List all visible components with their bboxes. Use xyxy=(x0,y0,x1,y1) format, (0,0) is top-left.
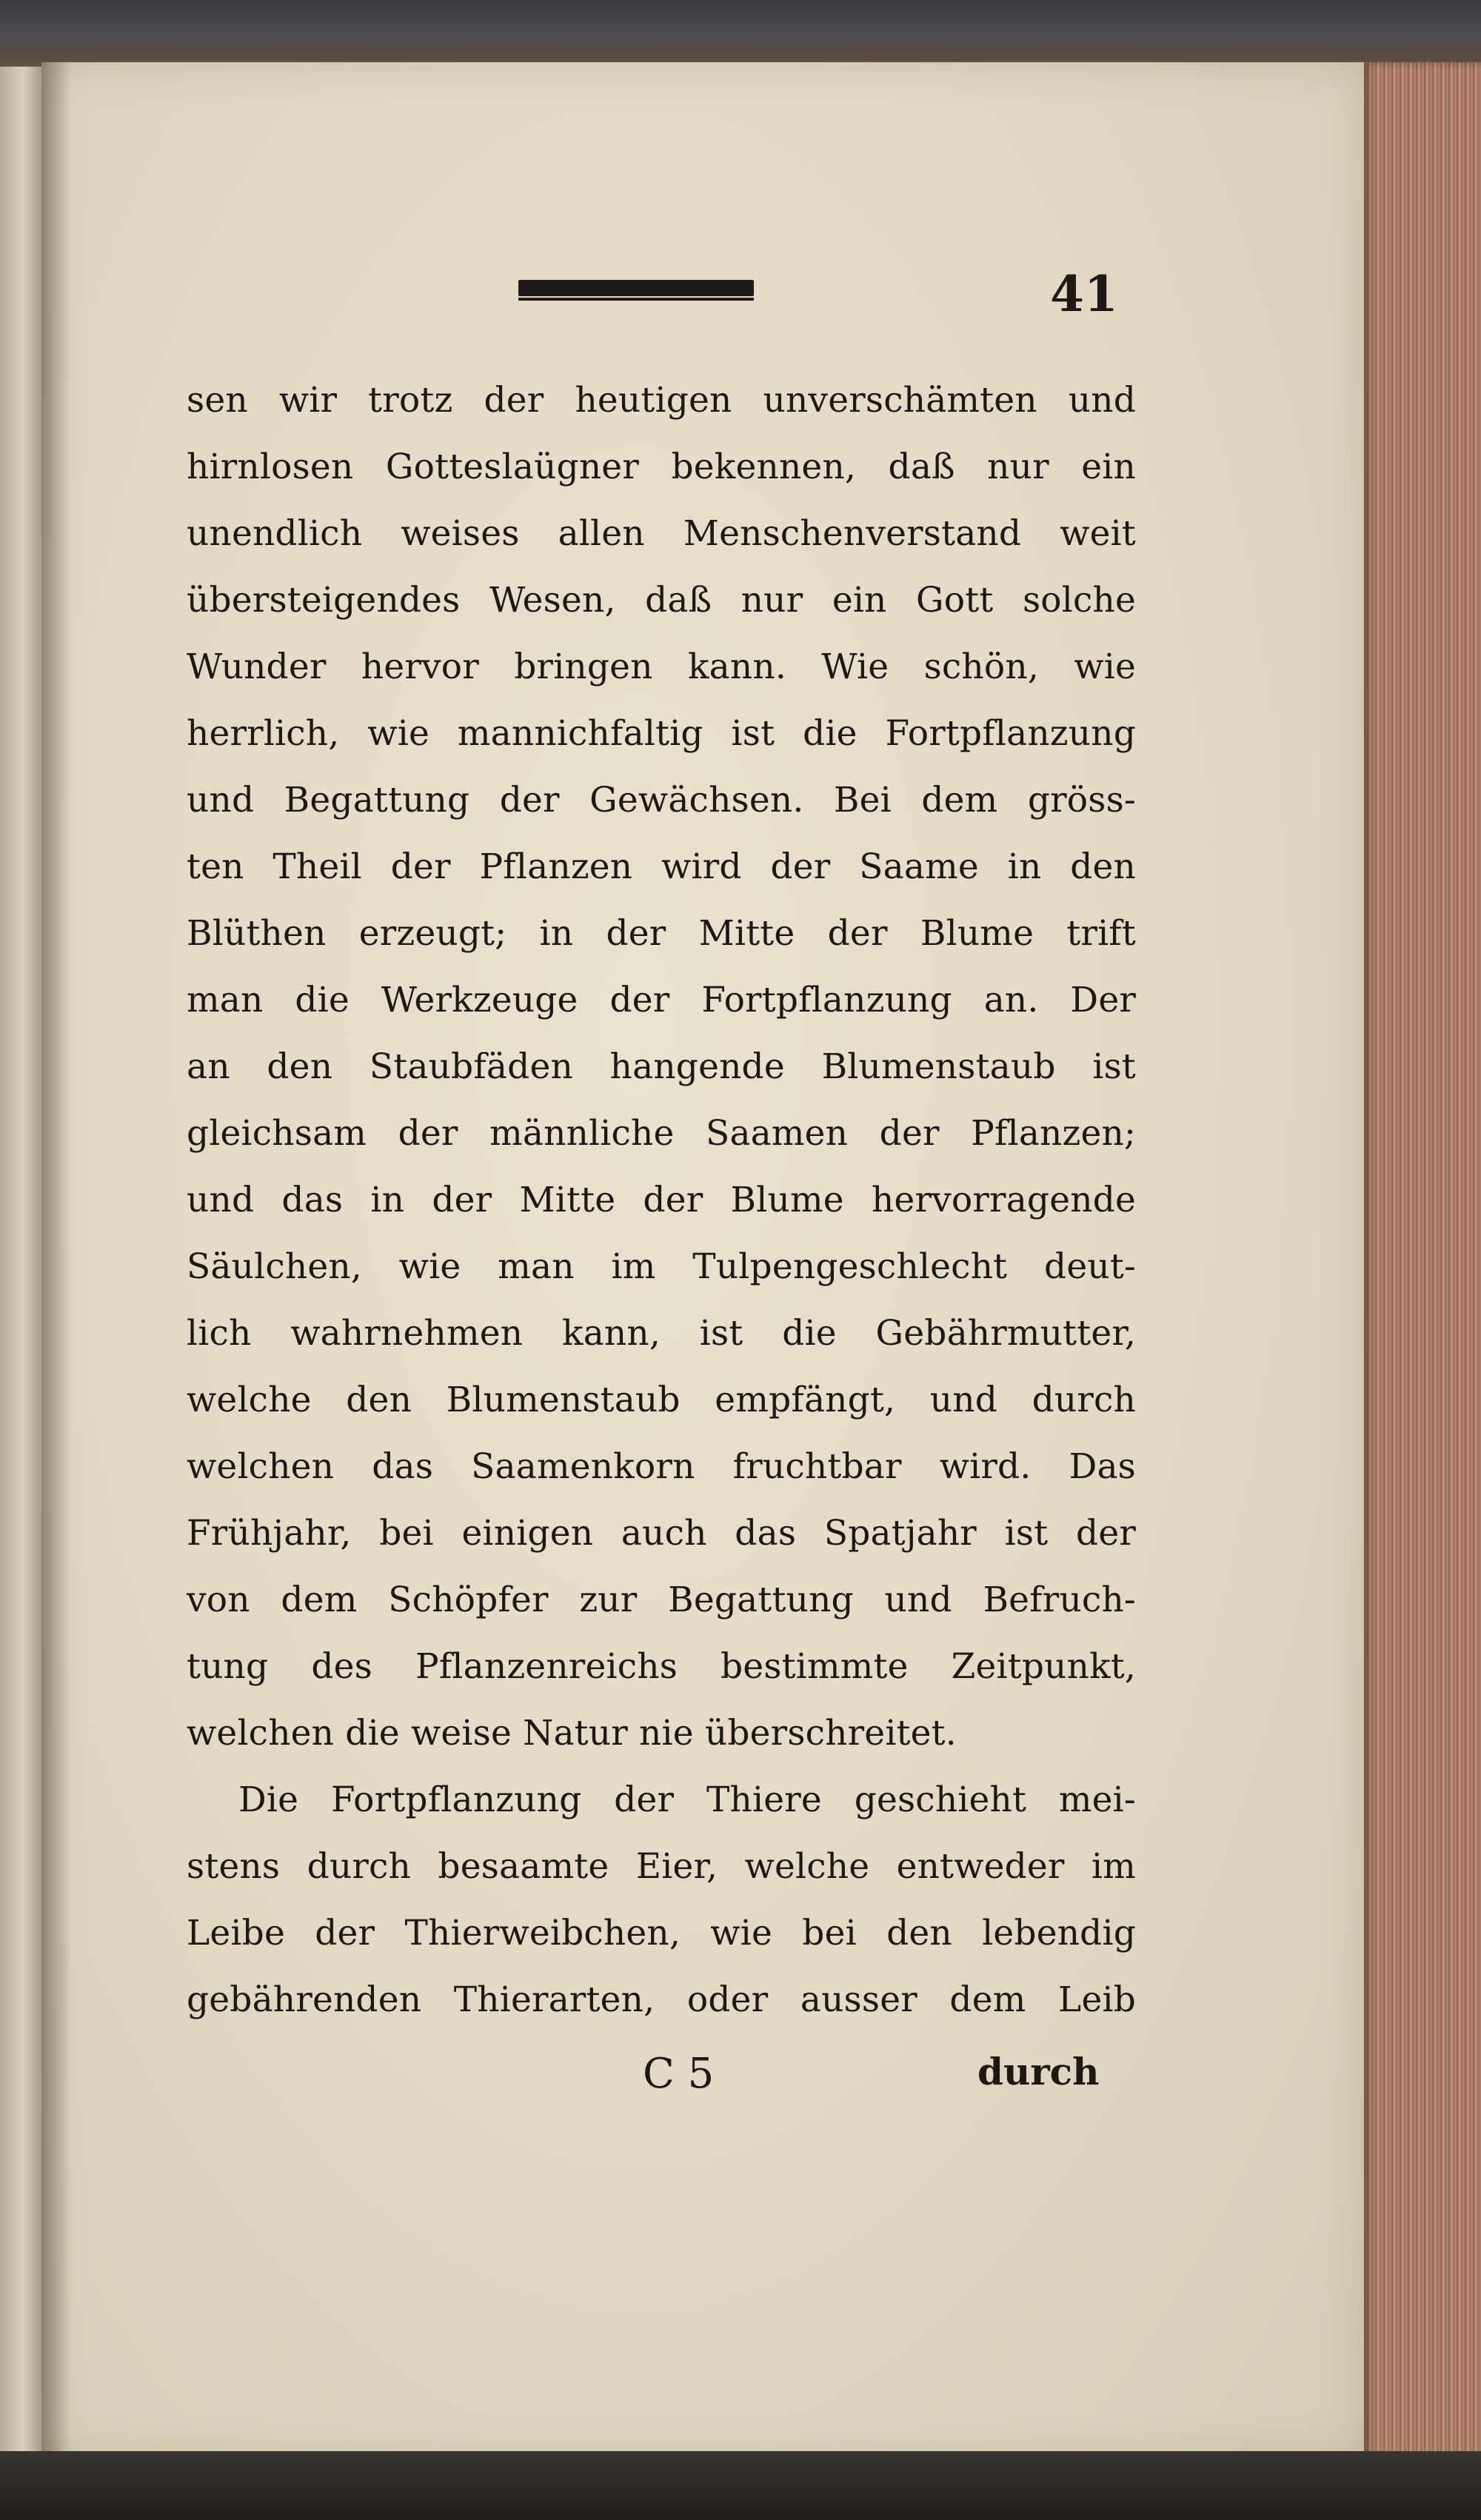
text-line: übersteigendes Wesen, daß nur ein Gott solche xyxy=(187,580,1136,621)
text-line: welchen das Saamenkorn fruchtbar wird. Das xyxy=(187,1446,1136,1487)
gutter-shadow xyxy=(41,62,71,2461)
text-line: herrlich, wie mannichfaltig ist die Fortpflanzung xyxy=(187,713,1136,754)
text-line: und Begattung der Gewächsen. Bei dem gröss- xyxy=(187,780,1136,820)
text-line: Frühjahr, bei einigen auch das Spatjahr ist der xyxy=(187,1513,1136,1554)
text-line: gleichsam der männliche Saamen der Pflanzen; xyxy=(187,1113,1136,1154)
text-line: Leibe der Thierweibchen, wie bei den lebendig xyxy=(187,1913,1136,1953)
text-line: Die Fortpflanzung der Thiere geschieht mei- xyxy=(238,1779,1136,1820)
text-line: gebährenden Thierarten, oder ausser dem Leib xyxy=(187,1979,1136,2020)
header-rule xyxy=(518,280,754,296)
text-line: man die Werkzeuge der Fortpflanzung an. Der xyxy=(187,980,1136,1020)
catchword: durch xyxy=(977,2050,1100,2093)
text-line: welchen die weise Natur nie überschreitet. xyxy=(187,1713,957,1754)
text-line: tung des Pflanzenreichs bestimmte Zeitpunkt, xyxy=(187,1646,1136,1687)
text-line: unendlich weises allen Menschenverstand weit xyxy=(187,513,1136,554)
text-line: ten Theil der Pflanzen wird der Saame in den xyxy=(187,846,1136,887)
text-line: Wunder hervor bringen kann. Wie schön, wie xyxy=(187,646,1136,687)
text-line: an den Staubfäden hangende Blumenstaub ist xyxy=(187,1046,1136,1087)
text-line: sen wir trotz der heutigen unverschämten und xyxy=(187,380,1136,421)
page-number: 41 xyxy=(1050,265,1118,323)
signature-mark: C 5 xyxy=(643,2050,715,2098)
text-line: stens durch besaamte Eier, welche entweder im xyxy=(187,1846,1136,1887)
text-line: welche den Blumenstaub empfängt, und durch xyxy=(187,1380,1136,1420)
text-line: Säulchen, wie man im Tulpengeschlecht deut- xyxy=(187,1246,1136,1287)
previous-page-edge xyxy=(0,67,41,2459)
text-line: Blüthen erzeugt; in der Mitte der Blume trift xyxy=(187,913,1136,954)
body-text xyxy=(187,367,1136,2033)
text-line: und das in der Mitte der Blume hervorragende xyxy=(187,1180,1136,1220)
text-line: lich wahrnehmen kann, ist die Gebährmutter, xyxy=(187,1313,1136,1354)
text-line: hirnlosen Gotteslaügner bekennen, daß nur ein xyxy=(187,447,1136,487)
book-cover-bottom-edge xyxy=(0,2451,1481,2520)
book-cover-top-edge xyxy=(0,0,1481,71)
page-stack-edges xyxy=(1364,62,1481,2461)
text-line: von dem Schöpfer zur Begattung und Befruch- xyxy=(187,1580,1136,1620)
